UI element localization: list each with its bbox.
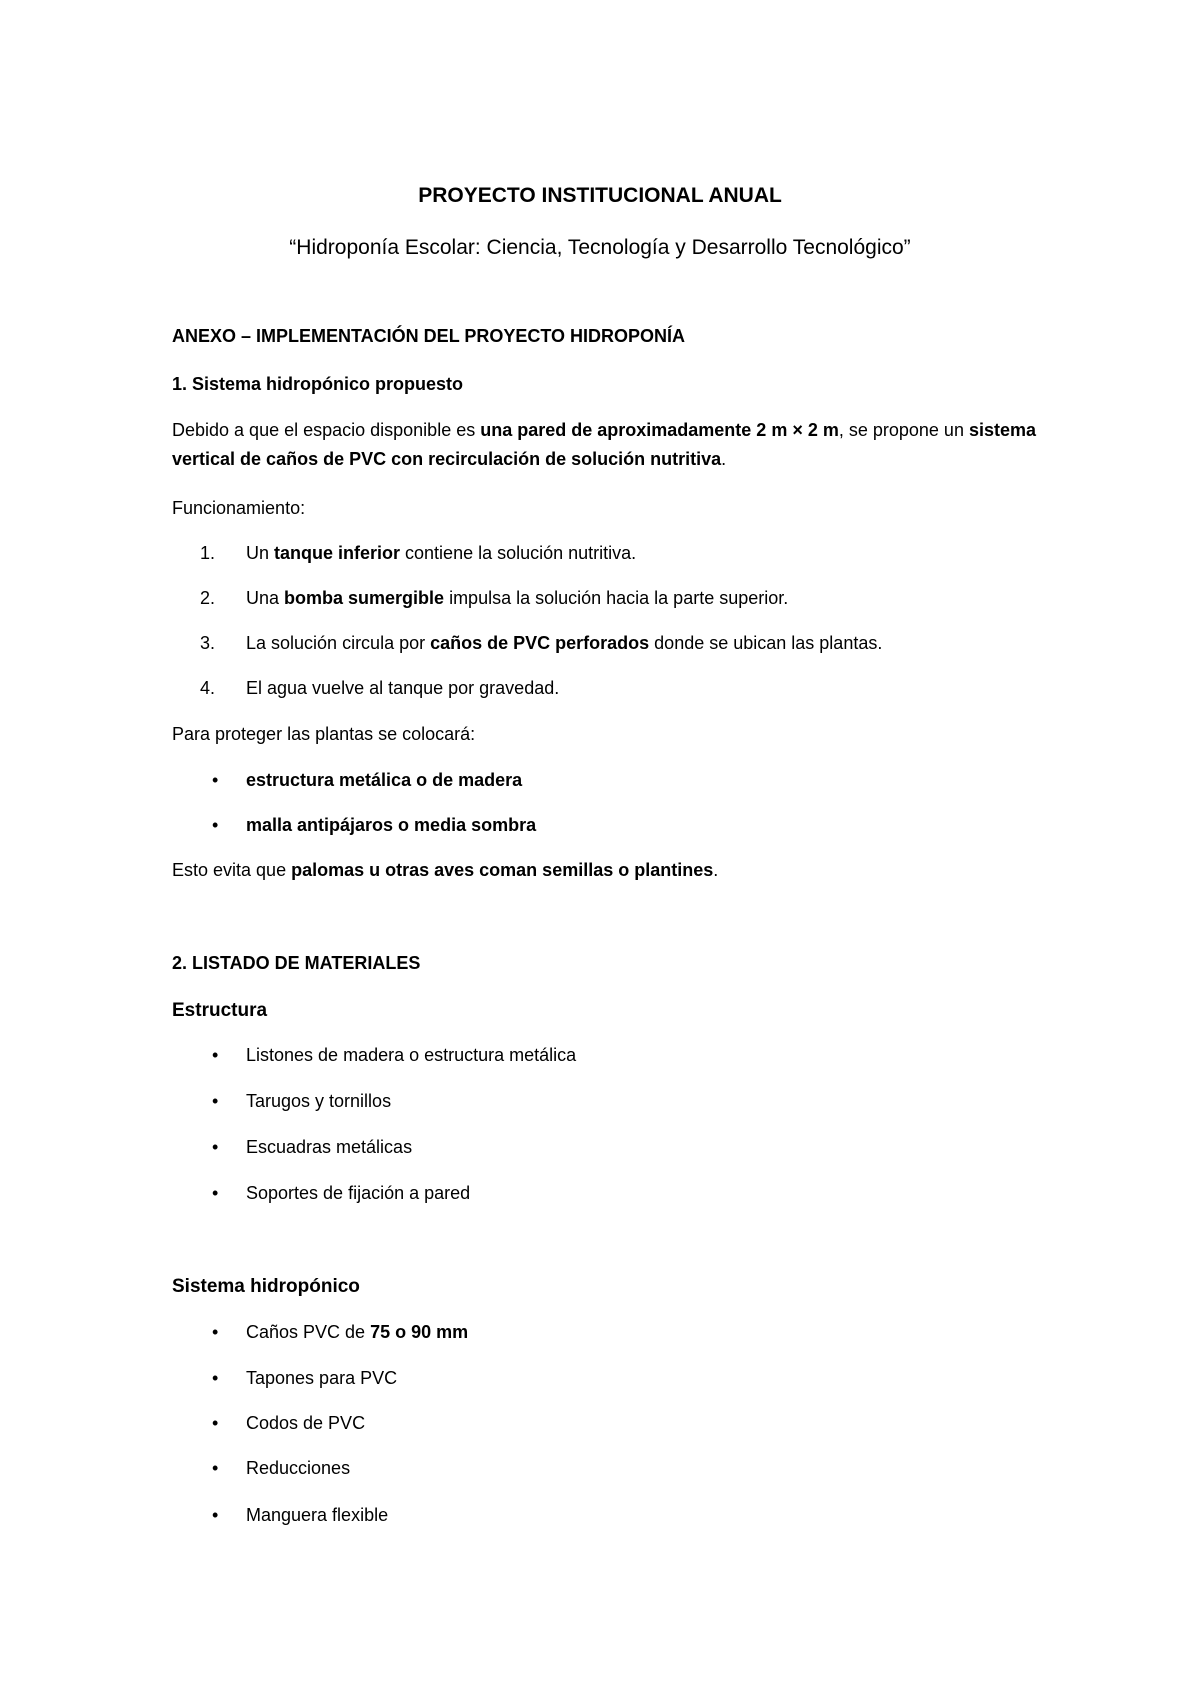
list-item: • Manguera flexible bbox=[212, 1505, 389, 1525]
bullet-icon: • bbox=[212, 1091, 219, 1111]
list-item: • malla antipájaros o media sombra bbox=[212, 815, 537, 835]
structure-heading: Estructura bbox=[172, 1000, 268, 1021]
document-subtitle: “Hidroponía Escolar: Ciencia, Tecnología y Desarrollo Tecnológico” bbox=[289, 236, 911, 259]
list-item: • Tarugos y tornillos bbox=[212, 1091, 392, 1111]
list-item: • Escuadras metálicas bbox=[212, 1137, 413, 1157]
list-item: • Reducciones bbox=[212, 1458, 351, 1478]
bullet-icon: • bbox=[212, 1458, 219, 1478]
closing-text: Esto evita que palomas u otras aves coman semillas o plantines. bbox=[172, 860, 719, 880]
list-item: • Listones de madera o estructura metálica bbox=[212, 1045, 577, 1065]
functioning-label: Funcionamiento: bbox=[172, 498, 306, 518]
protect-label: Para proteger las plantas se colocará: bbox=[172, 724, 476, 744]
document-title: PROYECTO INSTITUCIONAL ANUAL bbox=[418, 184, 782, 207]
section1-heading: 1. Sistema hidropónico propuesto bbox=[172, 374, 464, 394]
bullet-icon: • bbox=[212, 1137, 219, 1157]
bullet-icon: • bbox=[212, 1322, 219, 1342]
bullet-icon: • bbox=[212, 1045, 219, 1065]
section1-intro: Debido a que el espacio disponible es una pared de aproximadamente 2 m × 2 m, se propone un sistema vertical de caños de PVC con recirculación de solución nutritiva. bbox=[172, 420, 1037, 469]
bullet-icon: • bbox=[212, 815, 219, 835]
bullet-icon: • bbox=[212, 1183, 219, 1203]
list-item: • Tapones para PVC bbox=[212, 1368, 398, 1388]
list-item: 4. El agua vuelve al tanque por gravedad. bbox=[200, 678, 560, 698]
list-item: 1. Un tanque inferior contiene la solución nutritiva. bbox=[200, 543, 637, 563]
hydro-heading: Sistema hidropónico bbox=[172, 1276, 360, 1297]
bullet-icon: • bbox=[212, 1368, 219, 1388]
list-item: 2. Una bomba sumergible impulsa la solución hacia la parte superior. bbox=[200, 588, 789, 608]
list-item: 3. La solución circula por caños de PVC perforados donde se ubican las plantas. bbox=[200, 633, 883, 653]
annex-title: ANEXO – IMPLEMENTACIÓN DEL PROYECTO HIDROPONÍA bbox=[172, 326, 686, 346]
list-item: • Soportes de fijación a pared bbox=[212, 1183, 471, 1203]
list-item: • Caños PVC de 75 o 90 mm bbox=[212, 1322, 469, 1342]
list-item: • estructura metálica o de madera bbox=[212, 770, 523, 790]
bullet-icon: • bbox=[212, 1505, 219, 1525]
list-item: • Codos de PVC bbox=[212, 1413, 366, 1433]
bullet-icon: • bbox=[212, 770, 219, 790]
bullet-icon: • bbox=[212, 1413, 219, 1433]
section2-heading: 2. LISTADO DE MATERIALES bbox=[172, 953, 421, 973]
